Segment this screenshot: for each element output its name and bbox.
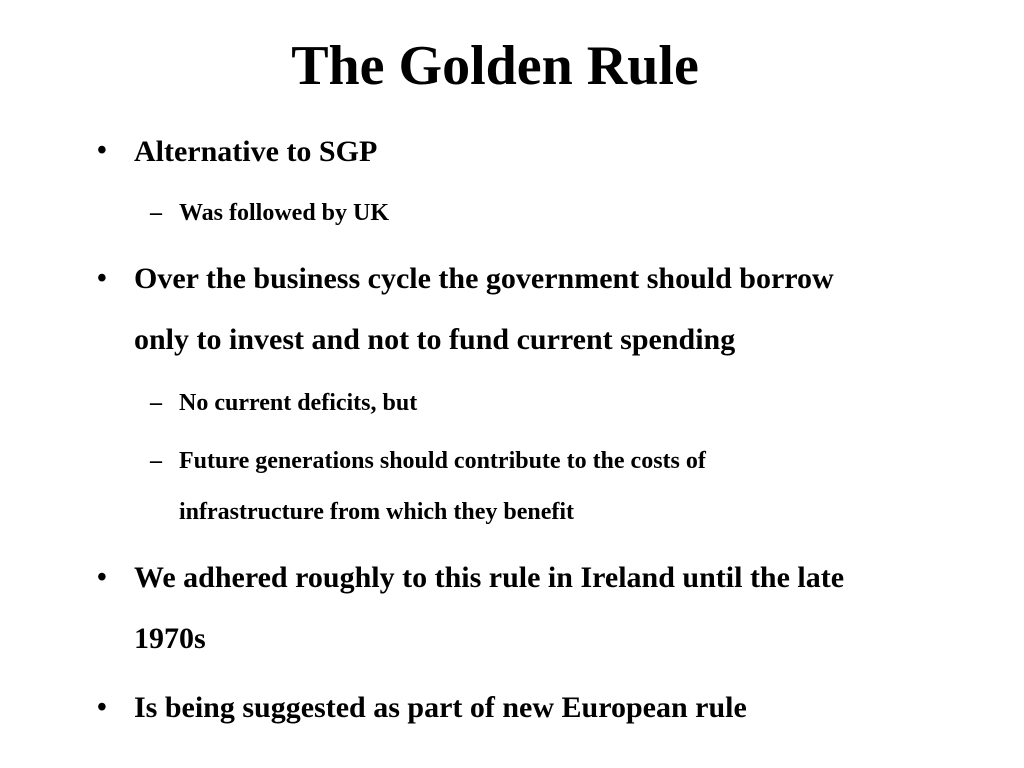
sub-bullet-text-line: No current deficits, but [179,390,418,416]
bullet-marker: • [97,135,107,166]
bullet-text-line: only to invest and not to fund current spending [134,323,736,356]
bullet-text-line: We adhered roughly to this rule in Ireland until the late [134,561,845,594]
dash-marker: – [150,390,162,416]
bullet-marker: • [97,692,107,723]
bullet-text-line: Is being suggested as part of new European rule [134,691,747,724]
bullet-text-line: Over the business cycle the government should borrow [134,262,834,295]
dash-marker: – [150,448,162,474]
bullet-marker: • [97,562,107,593]
bullet-text-line: Alternative to SGP [134,135,378,168]
dash-marker: – [150,200,162,226]
slide-title: The Golden Rule [291,35,699,97]
sub-bullet-text-line: infrastructure from which they benefit [179,499,575,525]
bullet-marker: • [97,263,107,294]
bullet-text-line: 1970s [134,622,206,655]
sub-bullet-text-line: Was followed by UK [179,200,390,226]
sub-bullet-text-line: Future generations should contribute to the costs of [179,448,706,474]
